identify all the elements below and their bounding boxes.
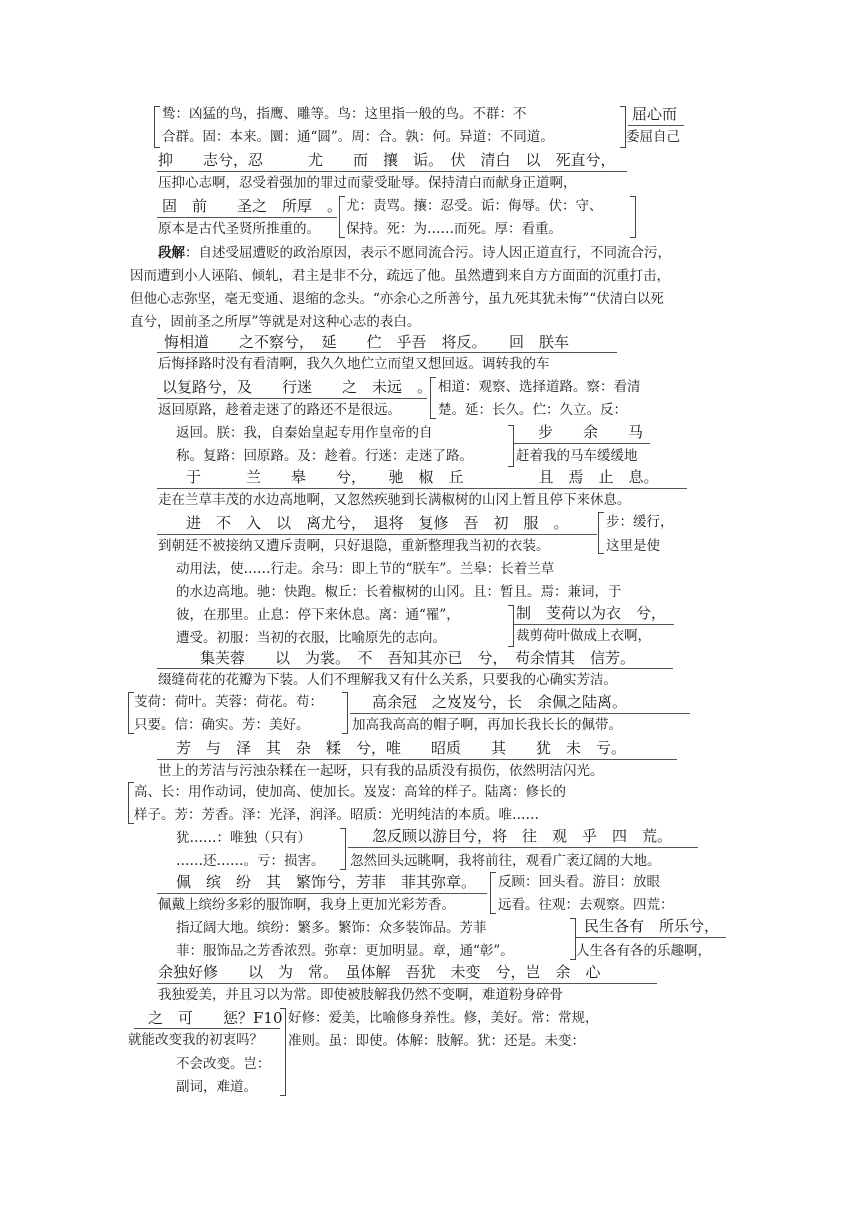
underline xyxy=(514,443,650,444)
original-text: 余独好修 以 为 常。 虽体解 吾犹 未变 兮，岂 余 心 xyxy=(158,963,601,981)
section-text: 因而遭到小人诬陷、倾轧，君主是非不分，疏远了他。虽然遭到来自方方面面的沉重打击， xyxy=(130,268,670,284)
annotation-text: 返回。朕：我，自秦始皇起专用作皇帝的自 xyxy=(176,425,433,441)
original-text: 进 不 入 以 离尤兮， 退将 复修 吾 初 服 。 xyxy=(186,514,569,532)
translation-text: 佩戴上缤纷多彩的服饰啊，我身上更加光彩芳香。 xyxy=(158,897,455,913)
annotation-text: 芰荷：荷叶。芙蓉：荷花。苟： xyxy=(134,694,323,710)
annotation-text: 好修：爱美，比喻修身养性。修，美好。常：常规， xyxy=(288,1010,599,1026)
annotation-bracket xyxy=(630,196,636,238)
translation-text: 就能改变我的初衷吗？ xyxy=(128,1032,263,1048)
translation-text: 返回原路，趁着走迷了的路还不是很远。 xyxy=(158,402,401,418)
annotation-text: ……还……。亏：损害。 xyxy=(176,853,325,869)
underline xyxy=(157,171,627,172)
annotation-text: 菲：服饰品之芳香浓烈。弥章：更加明显。章，通“彰”。 xyxy=(176,943,514,959)
annotation-text: 远看。往观：去观察。四荒： xyxy=(498,897,674,913)
annotation-text: 犹……：唯独（只有） xyxy=(176,830,311,846)
original-text: 制 芰荷以为衣 兮， xyxy=(516,604,667,622)
annotation-text: 只要。信：确实。芳：美好。 xyxy=(134,717,310,733)
original-text: 民生各有 所乐兮， xyxy=(584,917,720,935)
original-text: 于 兰 皋 兮， 驰 椒 丘 且 焉 止 息。 xyxy=(186,468,659,486)
translation-text: 走在兰草丰茂的水边高地啊，又忽然疾驰到长满椒树的山冈上暂且停下来休息。 xyxy=(158,492,631,508)
original-text: 以复路兮，及 行迷 之 未远 。 xyxy=(162,378,433,396)
underline xyxy=(157,534,597,535)
annotation-bracket xyxy=(280,1008,286,1096)
translation-text: 世上的芳洁与污浊杂糅在一起呀，只有我的品质没有损伤，依然明洁闪光。 xyxy=(158,763,604,779)
annotation-text: 保持。死：为……而死。厚：看重。 xyxy=(346,221,562,237)
annotation-text: 称。复路：回原路。及：趁着。行迷：走迷了路。 xyxy=(176,448,473,464)
section-explanation xyxy=(158,243,671,263)
original-text: 佩 缤 纷 其 繁饰兮，芳菲 菲其弥章。 xyxy=(176,873,477,891)
original-text: 抑 志兮，忍 尤 而 攘 诟。 伏 清白 以 死直兮， xyxy=(158,151,616,169)
annotation-text: 高、长：用作动词，使加高、使加长。岌岌：高耸的样子。陆离：修长的 xyxy=(134,784,566,800)
translation-text: 委屈自己 xyxy=(626,129,680,145)
original-text: 步 余 马 xyxy=(538,423,644,441)
section-text: ：自述受屈遭贬的政治原因，表示不愿同流合污。诗人因正道直行，不同流合污， xyxy=(185,245,671,261)
annotation-text: 样子。芳：芳香。泽：光泽，润泽。昭质：光明纯洁的本质。唯…… xyxy=(134,807,539,823)
underline xyxy=(576,937,726,938)
annotation-bracket xyxy=(508,425,514,467)
underline xyxy=(157,893,487,894)
annotation-bracket xyxy=(508,605,514,647)
underline xyxy=(134,1028,280,1029)
translation-text: 到朝廷不被接纳又遭斥责啊，只好退隐，重新整理我当初的衣装。 xyxy=(158,538,550,554)
original-text: 集芙蓉 以 为裳。 不 吾知其亦已 兮， 苟余情其 信芳。 xyxy=(200,649,636,667)
annotation-bracket xyxy=(342,692,348,734)
section-text: 但他心志弥坚，毫无变通、退缩的念头。“亦余心之所善兮，虽九死其犹未悔”“伏清白以死 xyxy=(130,291,664,307)
annotation-bracket xyxy=(339,196,345,238)
translation-text: 裁剪荷叶做成上衣啊， xyxy=(516,628,651,644)
annotation-text: 尤：责骂。攘：忍受。诟：侮辱。伏：守、 xyxy=(346,198,603,214)
translation-text: 忽然回头远眺啊，我将前往，观看广袤辽阔的大地。 xyxy=(350,853,661,869)
underline xyxy=(628,125,684,126)
original-text: 悔相道 之不察兮， 延 伫 乎吾 将反。 回 朕车 xyxy=(164,333,570,351)
underline xyxy=(157,759,677,760)
translation-text: 我独爱美，并且习以为常。即使被肢解我仍然不变啊，难道粉身碎骨 xyxy=(158,987,563,1003)
original-text: 固 前 圣之 所厚 。 xyxy=(162,197,343,215)
translation-text: 压抑心志啊，忍受着强加的罪过而蒙受耻辱。保持清白而献身正道啊， xyxy=(158,175,577,191)
annotation-text: 不会改变。岂： xyxy=(176,1056,271,1072)
underline xyxy=(157,983,657,984)
translation-text: 缀缝荷花的花瓣为下装。人们不理解我又有什么关系，只要我的心确实芳洁。 xyxy=(158,672,617,688)
annotation-text: 这里是使 xyxy=(606,538,660,554)
annotation-text: 的水边高地。驰：快跑。椒丘：长着椒树的山冈。且：暂且。焉：兼词，于 xyxy=(176,584,622,600)
annotation-text: 彼，在那里。止息：停下来休息。离：通“罹”， xyxy=(176,607,460,623)
annotation-bracket xyxy=(598,512,604,554)
annotation-bracket xyxy=(430,377,436,419)
annotation-text: 楚。延：长久。伫：久立。反： xyxy=(438,402,627,418)
annotation-text: 步：缓行， xyxy=(606,514,674,530)
annotation-bracket xyxy=(340,828,346,870)
underline xyxy=(157,217,337,218)
translation-text: 人生各有各的乐趣啊， xyxy=(576,943,711,959)
annotation-bracket xyxy=(154,106,160,148)
annotation-text: 副词，难道。 xyxy=(176,1079,257,1095)
original-text: 忽反顾以游目兮，将 往 观 乎 四 荒。 xyxy=(372,827,673,845)
original-text: 之 可 惩？F10 xyxy=(148,1009,283,1027)
annotation-bracket xyxy=(490,872,496,914)
annotation-text: 反顾：回头看。游目：放眼 xyxy=(498,874,660,890)
annotation-text: 指辽阔大地。缤纷：繁多。繁饰：众多装饰品。芳菲 xyxy=(176,920,487,936)
original-text: 芳 与 泽 其 杂 糅 兮，唯 昭质 其 犹 未 亏。 xyxy=(176,739,627,757)
annotation-text: 动用法，使……行走。余马：即上节的“朕车”。兰皋：长着兰草 xyxy=(176,561,555,577)
underline xyxy=(157,488,687,489)
underline xyxy=(514,624,674,625)
annotation-text: 相道：观察、选择道路。察：看清 xyxy=(438,379,641,395)
annotation-text: 合群。固：本来。圜：通“圆”。周：合。孰：何。异道：不同道。 xyxy=(162,129,554,145)
translation-text: 原本是古代圣贤所推重的。 xyxy=(158,221,320,237)
translation-text: 后悔择路时没有看清啊，我久久地伫立而望又想回返。调转我的车 xyxy=(158,356,550,372)
underline xyxy=(157,398,427,399)
original-text: 屈心而 xyxy=(632,105,678,123)
annotation-text: 鸷：凶猛的鸟，指鹰、雕等。鸟：这里指一般的鸟。不群：不 xyxy=(162,106,527,122)
annotation-text: 遭受。初服：当初的衣服，比喻原先的志向。 xyxy=(176,630,446,646)
original-text: 高余冠 之岌岌兮，长 余佩之陆离。 xyxy=(372,693,628,711)
translation-text: 赶着我的马车缓缓地 xyxy=(516,448,638,464)
section-label: 段解 xyxy=(158,245,185,261)
underline xyxy=(157,352,617,353)
underline xyxy=(157,668,673,669)
annotation-text: 准则。虽：即使。体解：肢解。犹：还是。未变： xyxy=(288,1033,585,1049)
underline xyxy=(348,847,698,848)
section-text: 直兮，固前圣之所厚”等就是对这种心志的表白。 xyxy=(130,314,421,330)
underline xyxy=(350,713,690,714)
translation-text: 加高我高高的帽子啊，再加长我长长的佩带。 xyxy=(352,717,622,733)
